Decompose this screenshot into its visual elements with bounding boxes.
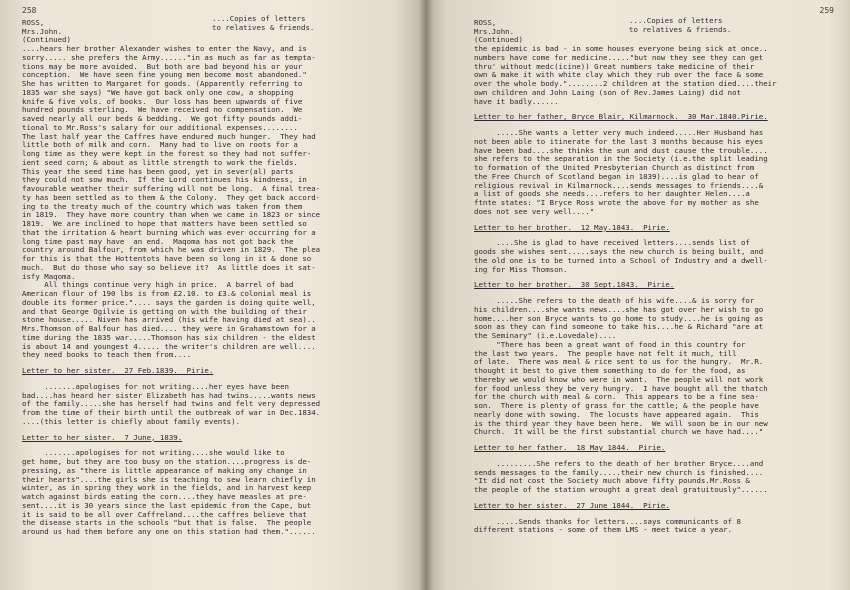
text-line: ftnte states: "I Bryce Ross wrote the above for my mother as she (474, 199, 759, 207)
text-line: isfy Maqoma. (22, 272, 76, 281)
letter-heading: Letter to her father, Bryce Blair, Kilmarnock. 30 Mar.1840.Pirie. (474, 113, 768, 122)
text-line: have been bad....she thinks the sun and dust cause the trouble.... (474, 146, 768, 155)
text-line: for this is that the Hottentots have been so long in it & done so (22, 255, 312, 263)
text-line: own children and John Laing (son of Rev.James Laing) did not (474, 88, 741, 97)
right-page (426, 0, 850, 590)
text-line: ing to the treaty much of the country which was taken from them (22, 202, 303, 211)
text-line: tional to Mr.Ross's salary for our additional expenses........ (22, 123, 298, 132)
text-line: .........She refers to the death of her brother Bryce....and (474, 459, 764, 468)
text-line: sorry..... she prefers the Army......"in as much as far as tempta- (22, 53, 316, 62)
paragraph-gap (22, 360, 414, 367)
paragraph-gap (22, 376, 414, 383)
text-line: knife & five vols. of books. Our loss has been upwards of five (22, 97, 303, 106)
text-line: This year the seed time has been good, yet in sever(al) parts (22, 167, 294, 176)
text-line: .......apologises for not writing....her eyes have been (22, 382, 289, 391)
text-line: thru' without medc(icine)) Great numbers take medicine of their (474, 62, 755, 71)
page-body-text (22, 45, 414, 537)
section-heading: ....Copies of letters to relatives & friends. (212, 14, 315, 32)
text-line: All things continue very high in price. A barrel of bad (22, 281, 294, 290)
text-line: home....her son Bryce wants to go home to study....he is going as (474, 314, 764, 323)
text-line: in 1819. They have more country than when we came in 1823 or since (22, 211, 321, 220)
text-line: get home, but they are too busy on the station....progress is de- (22, 458, 312, 466)
text-line: sent....it is 30 years since the last epidemic from the Cape, but (22, 501, 312, 510)
section-heading: ....Copies of letters to relatives & friends. (629, 16, 732, 34)
text-line: that the irritation & heart burning which was ever occurring for a (22, 228, 316, 237)
text-line: the old one is to be turned into a School of Industry and a dwell- (474, 256, 768, 265)
text-line: the epidemic is bad - in some houses everyone being sick at once.. (474, 45, 768, 53)
text-line: .....She wants a letter very much indeed.....Her Husband has (474, 129, 764, 137)
page-number: 258 (22, 6, 37, 15)
letter-heading: Letter to her brother. 12 May.1843. Pirie. (474, 223, 670, 232)
text-line: of late. There was meal & rice sent to us for the hungry. Mr.R. (474, 358, 764, 367)
text-line: "There has been a great want of food in this country for (474, 340, 746, 349)
text-line: son. There is plenty of grass for the cattle; & the people have (474, 402, 759, 410)
text-line: different stations - some of them LMS - meet twice a year. (474, 526, 733, 535)
letter-heading: Letter to her sister. 7 June, 1839. (22, 433, 183, 442)
paragraph-gap (474, 495, 834, 502)
text-line: She has written to Margaret for goods. (Apparently referring to (22, 80, 303, 88)
text-line: their hearts"....the girls she is teaching to sew learn chiefly in (22, 475, 316, 484)
text-line: 1819. We are inclined to hope that matters have been settled so (22, 220, 307, 228)
text-line: hundred pounds sterling. We have received no compensation. We (22, 106, 303, 115)
text-line: pressing, as "there is little appearance of making any change in (22, 466, 307, 475)
paragraph-gap (474, 437, 834, 444)
text-line: tions may be more avoided. But both are bad beyond his or your (22, 62, 303, 71)
text-line: the last two years. The people have not felt it much, till (474, 349, 737, 358)
letter-heading: Letter to her sister. 27 Feb.1839. Pirie. (22, 367, 214, 375)
text-line: a list of goods she needs....refers to her daughter Helen....a (474, 190, 750, 199)
text-line: soon as they can find someone to take his....he & Richard "are at (474, 323, 764, 332)
text-line: thereby we would know who were in want. The people will not work (474, 375, 764, 384)
text-line: does not see very well...." (474, 207, 595, 216)
letter-heading: Letter to her father. 18 May 1844. Pirie. (474, 444, 666, 452)
text-line: thought it best to give them something to do for the food, as (474, 367, 746, 375)
text-line: .....Sends thanks for letters....says communicants of 8 (474, 517, 741, 526)
text-line: long time past may have an end. Maqoma has not got back the (22, 237, 294, 246)
paragraph-gap (474, 511, 834, 518)
text-line: the Seminary" (i.e.Lovedale).... (474, 332, 617, 340)
text-line: own & make it with white clay which they rub over the face & some (474, 71, 764, 80)
text-line: his children....she wants news....she has got over her wish to go (474, 305, 764, 314)
letter-heading: Letter to her sister. 27 June 1844. Pirie. (474, 501, 670, 510)
paragraph-gap (474, 274, 834, 281)
text-line: over the whole body."........2 children at the station died....their (474, 80, 777, 88)
paragraph-gap (474, 106, 834, 113)
text-line: stone house..... Niven has arrived (his wife having died at sea).. (22, 316, 316, 325)
text-line: ty has been settled as to them & the Colony. They get back accord- (22, 193, 321, 202)
paragraph-gap (474, 122, 834, 129)
text-line: .......apologises for not writing....she would like to (22, 449, 285, 458)
text-line: is the third year they have been here. We will soon be in our new (474, 419, 768, 428)
text-line: for food unless they be very hungry. I have bought all the thatch (474, 384, 768, 393)
text-line: they need books to teach them from.... (22, 351, 192, 360)
text-line: "It did not cost the Society much above fifty pounds.Mr.Ross & (474, 477, 750, 486)
text-line: is about 14 and youngest 4..... the writer's children are well.... (22, 342, 316, 351)
paragraph-gap (474, 217, 834, 224)
correspondent-name: ROSS, Mrs.John. (Continued) (22, 18, 71, 45)
text-line: from the time of their birth until the outbreak of war in Dec.1834. (22, 409, 321, 417)
paragraph-gap (474, 290, 834, 297)
text-line: watch against birds eating the corn....they have measles at pre- (22, 493, 307, 501)
paragraph-gap (474, 232, 834, 239)
text-line: the disease starts in the schools "but that is false. The people (22, 519, 312, 528)
text-line: it is said to be all over Caffreland....the caffres believe that (22, 510, 307, 519)
text-line: they could not sow much. If the Lord continues his kindness, in (22, 176, 307, 185)
page-header (474, 15, 834, 45)
text-line: .....She refers to the death of his wife....& is sorry for (474, 297, 755, 305)
text-line: time during the 1835 war.....Thomson has six children - the eldest (22, 333, 316, 342)
text-line: she refers to the separation in the Society (i.e.the split leading (474, 155, 768, 164)
text-line: nearly done with sowing. The locusts have appeared again. This (474, 410, 759, 419)
text-line: winter, as in spring they work in the fields, and in harvest keep (22, 484, 312, 493)
page-number: 259 (819, 6, 834, 15)
text-line: religious revival in Kilmarnock....sends messages to friends....& (474, 181, 764, 190)
text-line: not been able to itinerate for the last 3 months because his eyes (474, 137, 764, 146)
text-line: ....(this letter is chiefly about family events). (22, 417, 241, 426)
text-line: the Free Church of Scotland began in 1839)....is glad to hear of (474, 172, 759, 181)
text-line: much. But do those who say so believe it? As little does it sat- (22, 263, 316, 272)
paragraph-gap (22, 427, 414, 434)
text-line: conception. We have seen fine young men become most abandoned." (22, 71, 307, 80)
text-line: of the family.....she has herself had twins and felt very depressed (22, 400, 321, 409)
text-line: around us had them before any one on this station had them."...... (22, 528, 316, 536)
text-line: for the church with meal & corn. This appears to be a fine sea- (474, 393, 759, 402)
paragraph-gap (474, 453, 834, 460)
text-line: bad....has heard her sister Elizabeth has had twins.....wants news (22, 391, 316, 400)
text-line: to formation of the United Presbyterian Church as distinct from (474, 164, 755, 172)
text-line: saved nearly all our beds & bedding. We got fifty pounds addi- (22, 115, 303, 123)
text-line: The last half year the Caffres have endured much hunger. They had (22, 132, 316, 141)
page-body-text (474, 45, 834, 535)
correspondent-name: ROSS, Mrs.John. (Continued) (474, 18, 523, 45)
text-line: favourable weather their suffering will not be long. A final trea- (22, 185, 321, 193)
text-line: and that George Ogilvie is getting on with the building of their (22, 307, 307, 316)
text-line: double its former price.".... says the garden is doing quite well, (22, 298, 316, 307)
text-line: Church. It will be the first substantial church we have had...." (474, 428, 764, 437)
text-line: have it badly...... (474, 97, 559, 106)
paragraph-gap (22, 442, 414, 449)
text-line: goods she wishes sent.....says the new church is being built, and (474, 248, 764, 256)
text-line: ....She is glad to have received letters....sends list of (474, 239, 750, 248)
text-line: ing for Miss Thomson. (474, 265, 568, 274)
text-line: ient seed corn; & about as little strength to work the fields. (22, 158, 298, 167)
text-line: little both of milk and corn. Many had to live on roots for a (22, 141, 298, 150)
text-line: sends messages to the family.....their new church is finished.... (474, 468, 764, 477)
text-line: 1835 war she says) "We have got back only one cow, a shopping (22, 88, 294, 97)
text-line: country around Balfour, from which he was driven in 1829. The plea (22, 246, 321, 255)
text-line: ....hears her brother Alexander wishes to enter the Navy, and is (22, 45, 307, 53)
page-header (22, 15, 414, 45)
letter-heading: Letter to her brother. 30 Sept.1843. Pirie. (474, 281, 675, 290)
text-line: the people of the station wrought a great deal gratuitously"...... (474, 486, 768, 494)
text-line: numbers have come for medicine....."but now they see they can get (474, 53, 764, 62)
text-line: American flour of 190 lbs is from £2.10. to £3.& colonial meal is (22, 290, 312, 298)
text-line: Mrs.Thomson of Balfour has died.... they were in Grahamstown for a (22, 325, 316, 333)
text-line: long time as they were kept in the forest so they had not suffer- (22, 150, 312, 158)
